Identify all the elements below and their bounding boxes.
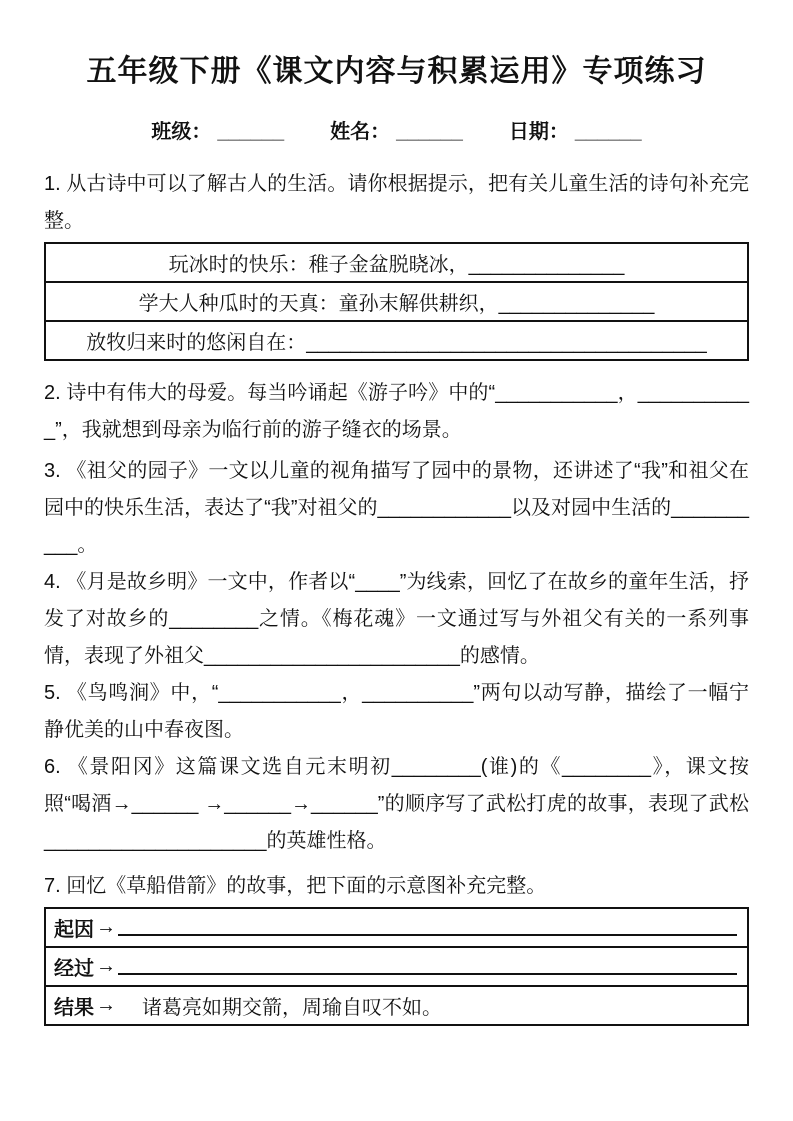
name-blank-line: ______	[396, 120, 463, 143]
arrow-icon: →	[96, 954, 116, 977]
poem-table-row	[45, 321, 748, 360]
answer-blank-line	[118, 958, 737, 975]
story-table-row	[45, 986, 748, 1025]
name-label: 姓名：	[330, 120, 391, 143]
poem-row-herding: 放牧归来时的悠闲自在：____________________________________	[45, 321, 748, 360]
result-text: 诸葛亮如期交箭，周瑜自叹不如。	[142, 996, 442, 1019]
cause-label: 起因	[54, 918, 94, 941]
story-row-process	[45, 947, 748, 986]
question-2: 2. 诗中有伟大的母爱。每当吟诵起《游子吟》中的“___________，___________”，我就想到母亲为临行前的游子缝衣的场景。	[44, 381, 749, 441]
result-label: 结果	[54, 996, 94, 1019]
question-7: 7. 回忆《草船借箭》的故事，把下面的示意图补充完整。	[44, 874, 547, 897]
poem-table	[44, 242, 749, 361]
name-field	[330, 115, 463, 144]
answer-blank-line	[118, 919, 737, 936]
question-6: 6. 《景阳冈》这篇课文选自元末明初________(谁)的《________》，课文按照“喝酒→______ →______→______”的顺序写了武松打虎的故事，表现了武松____________________的英雄性格。	[44, 755, 749, 852]
question-3: 3. 《祖父的园子》一文以儿童的视角描写了园中的景物，还讲述了“我”和祖父在园中的快乐生活，表达了“我”对祖父的____________以及对园中生活的__________。	[44, 459, 749, 556]
poem-row-ice: 玩冰时的快乐：稚子金盆脱晓冰，______________	[45, 243, 748, 282]
student-info-row	[0, 115, 793, 144]
date-field	[509, 115, 642, 144]
arrow-icon: →	[96, 915, 116, 938]
poem-table-row	[45, 282, 748, 321]
story-table-row	[45, 908, 748, 947]
date-label: 日期：	[508, 120, 569, 143]
question-5: 5. 《鸟鸣涧》中，“___________，__________”两句以动写静，描绘了一幅宁静优美的山中春夜图。	[44, 681, 749, 741]
story-diagram-table	[44, 907, 749, 1026]
question-4: 4. 《月是故乡明》一文中，作者以“____”为线索，回忆了在故乡的童年生活，抒发了对故乡的________之情。《梅花魂》一文通过写与外祖父有关的一系列事情，表现了外祖父_______________________的感情。	[44, 570, 749, 667]
story-row-result	[45, 986, 748, 1025]
page-title: 五年级下册《课文内容与积累运用》专项练习	[86, 55, 707, 88]
worksheet-body	[44, 166, 749, 1026]
class-label: 班级：	[151, 120, 212, 143]
date-blank-line: ______	[574, 120, 642, 143]
arrow-icon: →	[96, 993, 116, 1016]
question-1: 1. 从古诗中可以了解古人的生活。请你根据提示，把有关儿童生活的诗句补充完整。	[44, 172, 749, 232]
story-table-row	[45, 947, 748, 986]
story-row-cause	[45, 908, 748, 947]
poem-row-melon: 学大人种瓜时的天真：童孙末解供耕织，______________	[45, 282, 748, 321]
process-label: 经过	[54, 957, 94, 980]
class-blank-line: ______	[217, 120, 285, 143]
class-field	[151, 115, 284, 144]
poem-table-row	[45, 243, 748, 282]
